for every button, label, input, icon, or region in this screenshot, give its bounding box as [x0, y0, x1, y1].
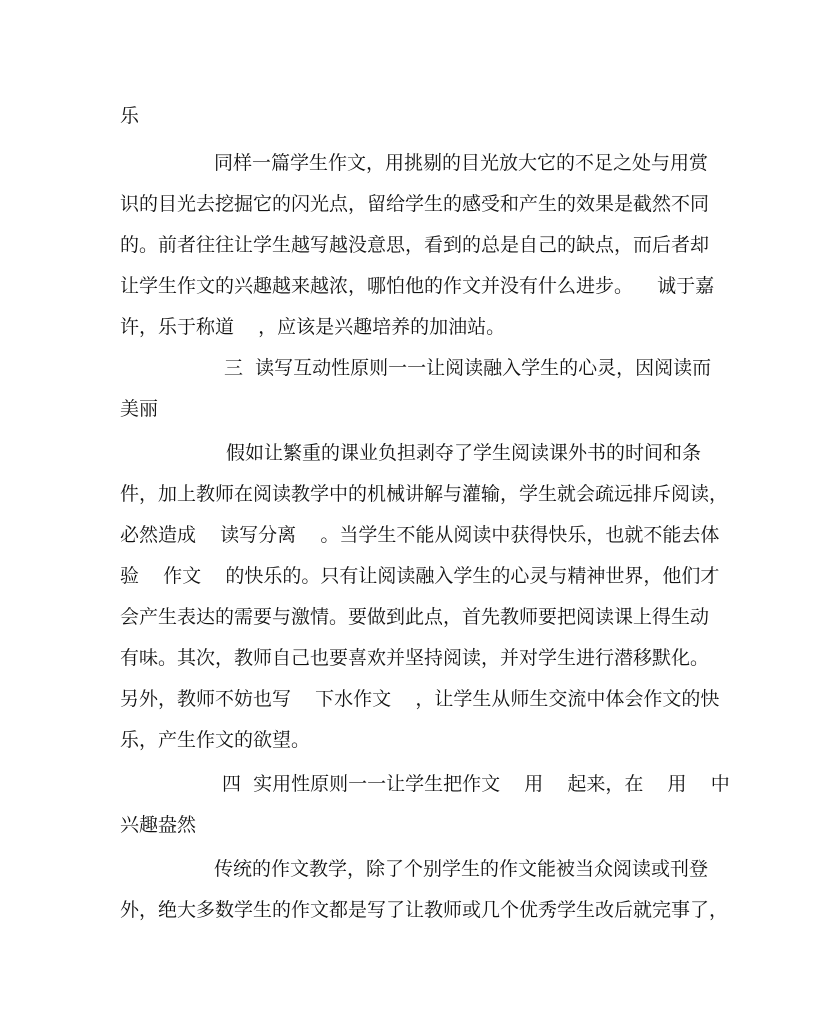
text-line: 的。前者往往让学生越写越没意思，看到的总是自己的缺点，而后者却 [120, 234, 710, 256]
text-line: 让学生作文的兴趣越来越浓，哪怕他的作文并没有什么进步。 诚于嘉 [120, 275, 715, 297]
text-line: 乐 [120, 105, 140, 127]
text-line: 有味。其次，教师自己也要喜欢并坚持阅读，并对学生进行潜移默化。 [120, 647, 710, 669]
text-line: 乐，产生作文的欲望。 [120, 729, 311, 751]
text-line: 必然造成 读写分离 。当学生不能从阅读中获得快乐，也就不能去体 [120, 524, 720, 546]
paragraph-first-line: 同样一篇学生作文，用挑剔的目光放大它的不足之处与用赏 [214, 152, 709, 174]
text-line: 件，加上教师在阅读教学中的机械讲解与灌输，学生就会疏远排斥阅读， [120, 483, 729, 505]
text-line: 验 作文 的快乐的。只有让阅读融入学生的心灵与精神世界，他们才 [120, 565, 720, 587]
text-line: 识的目光去挖掘它的闪光点，留给学生的感受和产生的效果是截然不同 [120, 193, 710, 215]
section-heading-continued: 兴趣盎然 [120, 814, 197, 836]
section-heading: 四 实用性原则一一让学生把作文 用 起来，在 用 中 [222, 773, 730, 795]
text-line: 另外，教师不妨也写 下水作文 ，让学生从师生交流中体会作文的快 [120, 688, 720, 710]
text-line: 许，乐于称道 ，应该是兴趣培养的加油站。 [120, 316, 506, 338]
section-heading-continued: 美丽 [120, 398, 159, 420]
paragraph-first-line: 假如让繁重的课业负担剥夺了学生阅读课外书的时间和条 [226, 442, 702, 464]
section-heading: 三 读写互动性原则一一让阅读融入学生的心灵，因阅读而 [224, 357, 712, 379]
text-line: 外，绝大多数学生的作文都是写了让教师或几个优秀学生改后就完事了， [120, 899, 729, 921]
paragraph-first-line: 传统的作文教学，除了个别学生的作文能被当众阅读或刊登 [214, 858, 709, 880]
text-line: 会产生表达的需要与激情。要做到此点，首先教师要把阅读课上得生动 [120, 606, 710, 628]
